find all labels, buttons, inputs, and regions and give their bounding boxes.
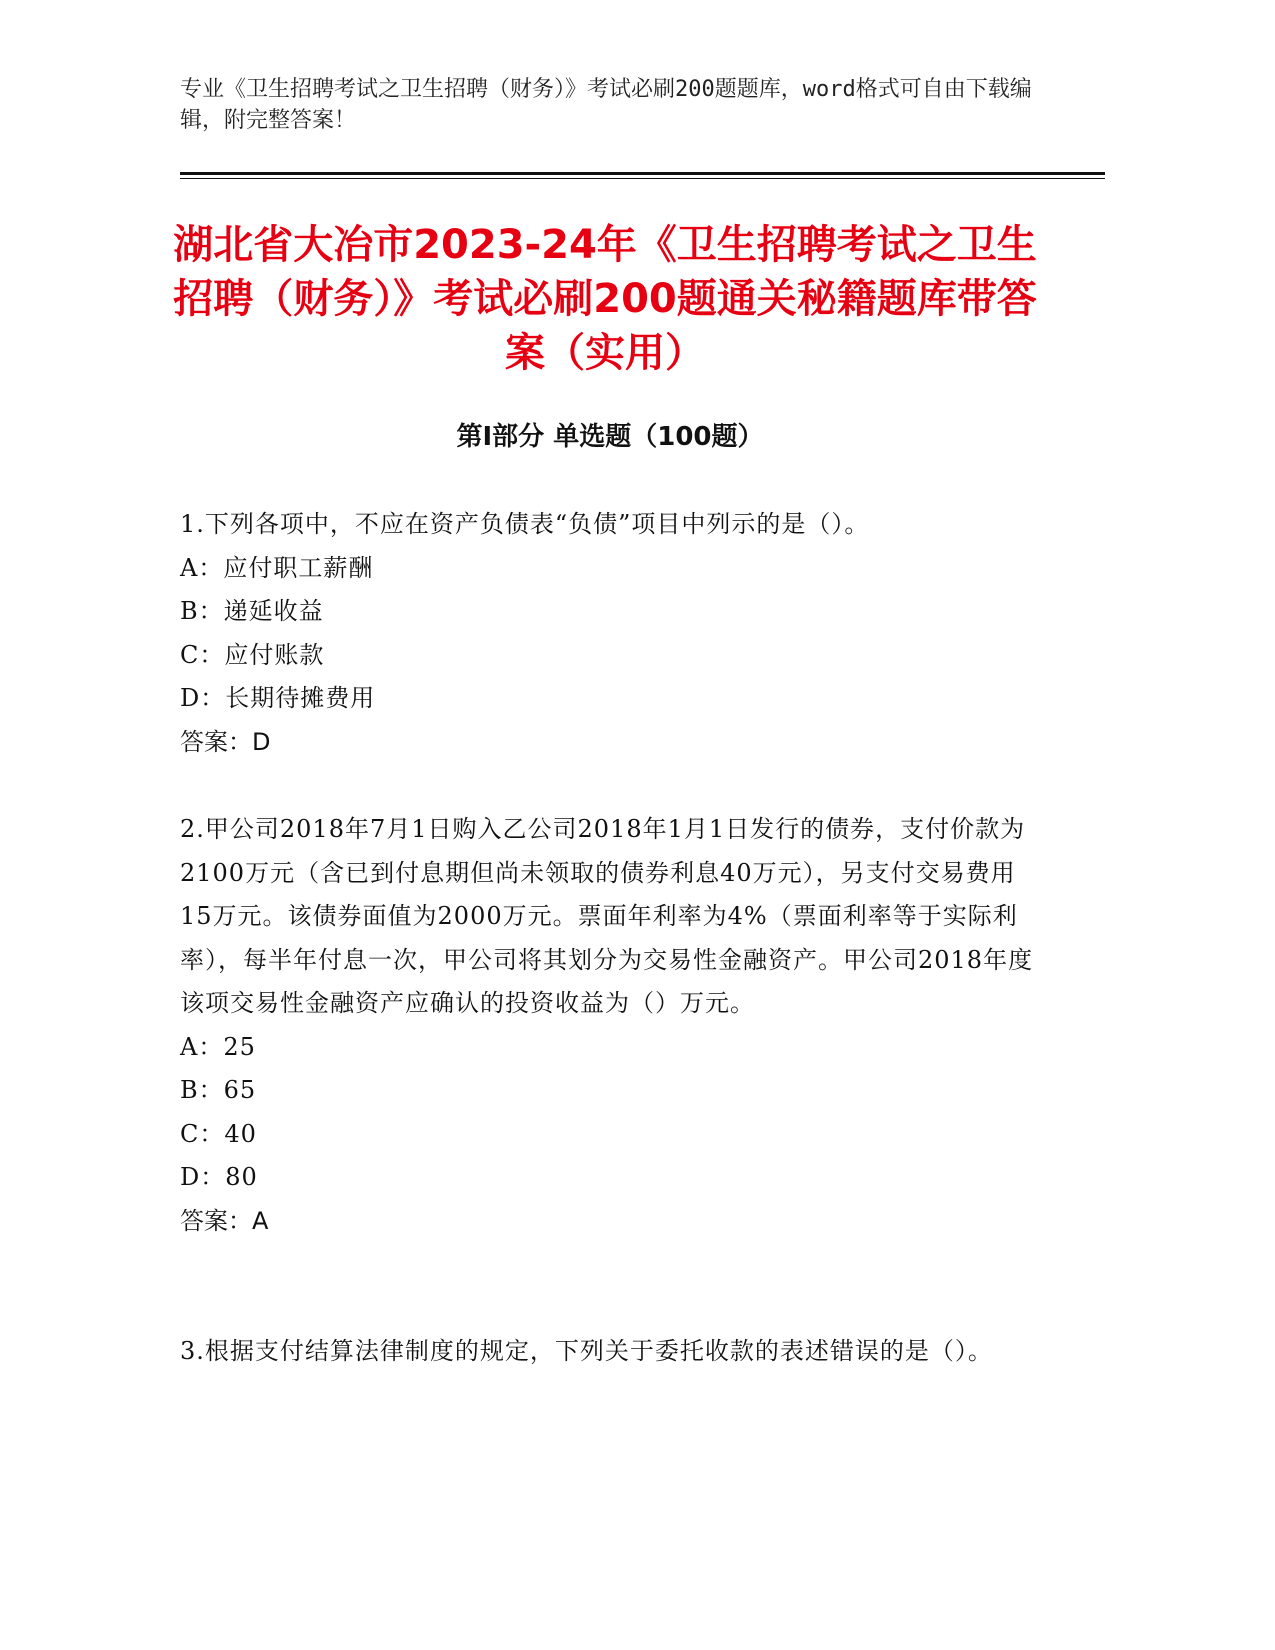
option-a: A：25 bbox=[180, 1032, 256, 1061]
answer-line: 答案：A bbox=[180, 1206, 269, 1235]
option-b: B：65 bbox=[180, 1076, 257, 1104]
question-2 bbox=[180, 808, 1040, 1243]
question-text: 1.下列各项中，不应在资产负债表“负债”项目中列示的是（）。 bbox=[180, 510, 870, 538]
option-d: D：长期待摊费用 bbox=[180, 684, 376, 712]
option-c: C：40 bbox=[180, 1119, 257, 1148]
question-1 bbox=[180, 503, 1040, 764]
section-title: 第Ⅰ部分 单选题（100题） bbox=[456, 422, 764, 452]
option-a: A：应付职工薪酬 bbox=[180, 553, 374, 582]
question-text: 2.甲公司2018年7月1日购入乙公司2018年1月1日发行的债券，支付价款为2100万元（含已到付息期但尚未领取的债券利息40万元），另支付交易费用15万元。该债券面值为2000万元。票面年利率为4%（票面利率等于实际利率），每半年付息一次，甲公司将其划分为交易性金融资产。甲公司2018年度该项交易性金融资产应确认的投资收益为（）万元。 bbox=[180, 815, 1034, 1017]
header-divider-thick bbox=[180, 172, 1105, 175]
document-title: 湖北省大冶市2023-24年《卫生招聘考试之卫生招聘（财务）》考试必刷200题通关秘籍题库带答案（实用） bbox=[173, 222, 1037, 376]
option-b: B：递延收益 bbox=[180, 597, 324, 625]
header-note: 专业《卫生招聘考试之卫生招聘（财务）》考试必刷200题题库，word格式可自由下载编辑，附完整答案！ bbox=[180, 77, 1032, 133]
option-c: C：应付账款 bbox=[180, 640, 325, 669]
option-d: D：80 bbox=[180, 1163, 258, 1191]
answer-line: 答案：D bbox=[180, 727, 271, 756]
question-3 bbox=[180, 1330, 1040, 1374]
header-divider-thin bbox=[180, 178, 1105, 179]
question-text: 3.根据支付结算法律制度的规定，下列关于委托收款的表述错误的是（）。 bbox=[180, 1337, 993, 1365]
